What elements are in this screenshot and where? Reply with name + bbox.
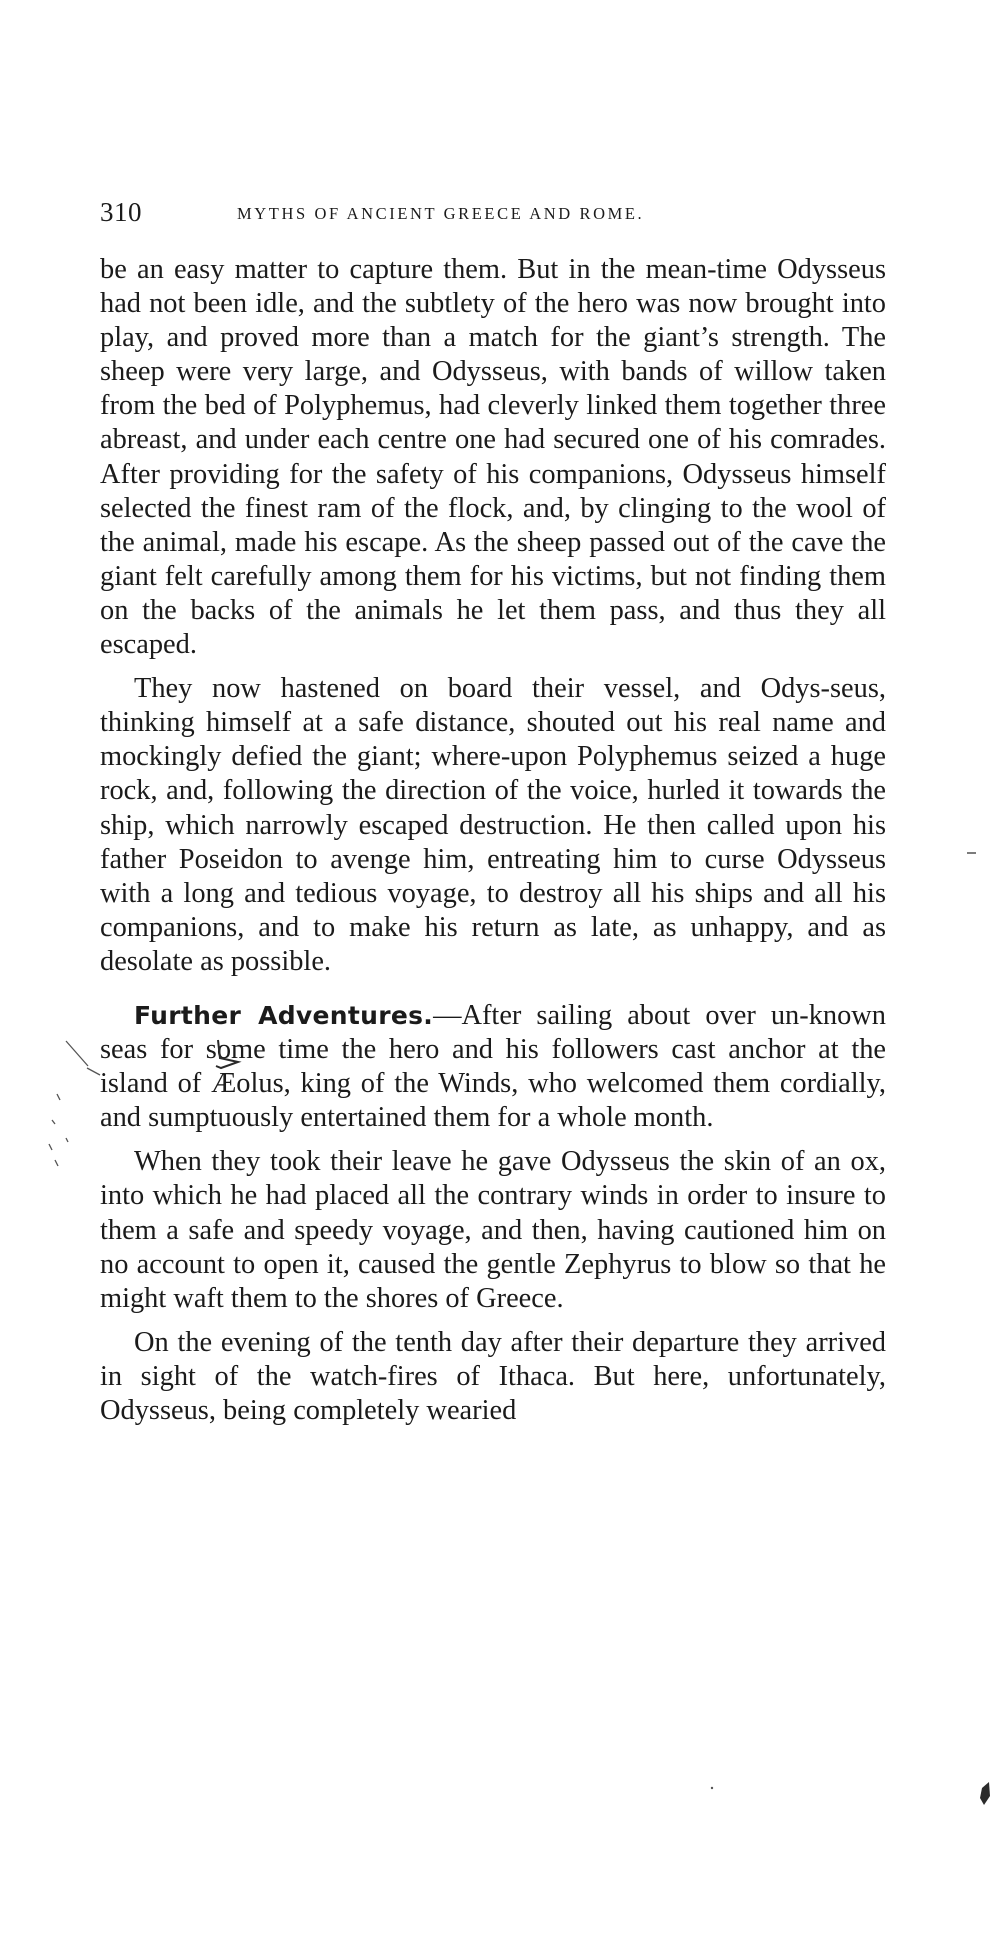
paragraph-5: On the evening of the tenth day after their departure they arrived in sight of the watch-fires of Ithaca. But here, unfortunately, Odysseus, being completely wearied: [100, 1326, 886, 1426]
stray-dot: [711, 1787, 713, 1789]
paragraph-3-text: —After sailing about over un-known seas for some time the hero and his followers cast anchor at the island of Æolus, king of the Winds, who welcomed them cordially, and sumptuously entertained them for a whole month.: [100, 999, 886, 1134]
margin-pencil-marks: [49, 1041, 100, 1166]
handwritten-caret-mark: [216, 1040, 238, 1068]
page-number: 310: [100, 197, 142, 227]
section-heading: Further Adventures.: [134, 1000, 434, 1030]
paragraph-4: When they took their leave he gave Odysseus the skin of an ox, into which he had placed all the contrary winds in order to insure to them a safe and speedy voyage, and then, having cautioned him on no account to open it, caused the gentle Zephyrus to blow so that he might waft them to the shores of Greece.: [100, 1146, 886, 1314]
ink-blot-mark: [980, 1782, 990, 1805]
paragraph-2: They now hastened on board their vessel, and Odys-seus, thinking himself at a safe distance, shouted out his real name and mockingly defied the giant; where-upon Polyphemus seized a huge rock, and, following the direction of the voice, hurled it towards the ship, which narrowly escaped destruction. He then called upon his father Poseidon to avenge him, entreating him to curse Odysseus with a long and tedious voyage, to destroy all his ships and all his companions, and to make his return as late, as unhappy, and as desolate as possible.: [100, 673, 886, 977]
paragraph-1: be an easy matter to capture them. But in the mean-time Odysseus had not been idle, and the subtlety of the hero was now brought into play, and proved more than a match for the giant’s strength. The sheep were very large, and Odysseus, with bands of willow taken from the bed of Polyphemus, had cleverly linked them together three abreast, and under each centre one had secured one of his comrades. After providing for the safety of his companions, Odysseus himself selected the finest ram of the flock, and, by clinging to the wool of the animal, made his escape. As the sheep passed out of the cave the giant felt carefully among them for his victims, but not finding them on the backs of the animals he let them pass, and thus they all escaped.: [100, 254, 886, 661]
running-title: MYTHS OF ANCIENT GREECE AND ROME.: [237, 204, 645, 223]
